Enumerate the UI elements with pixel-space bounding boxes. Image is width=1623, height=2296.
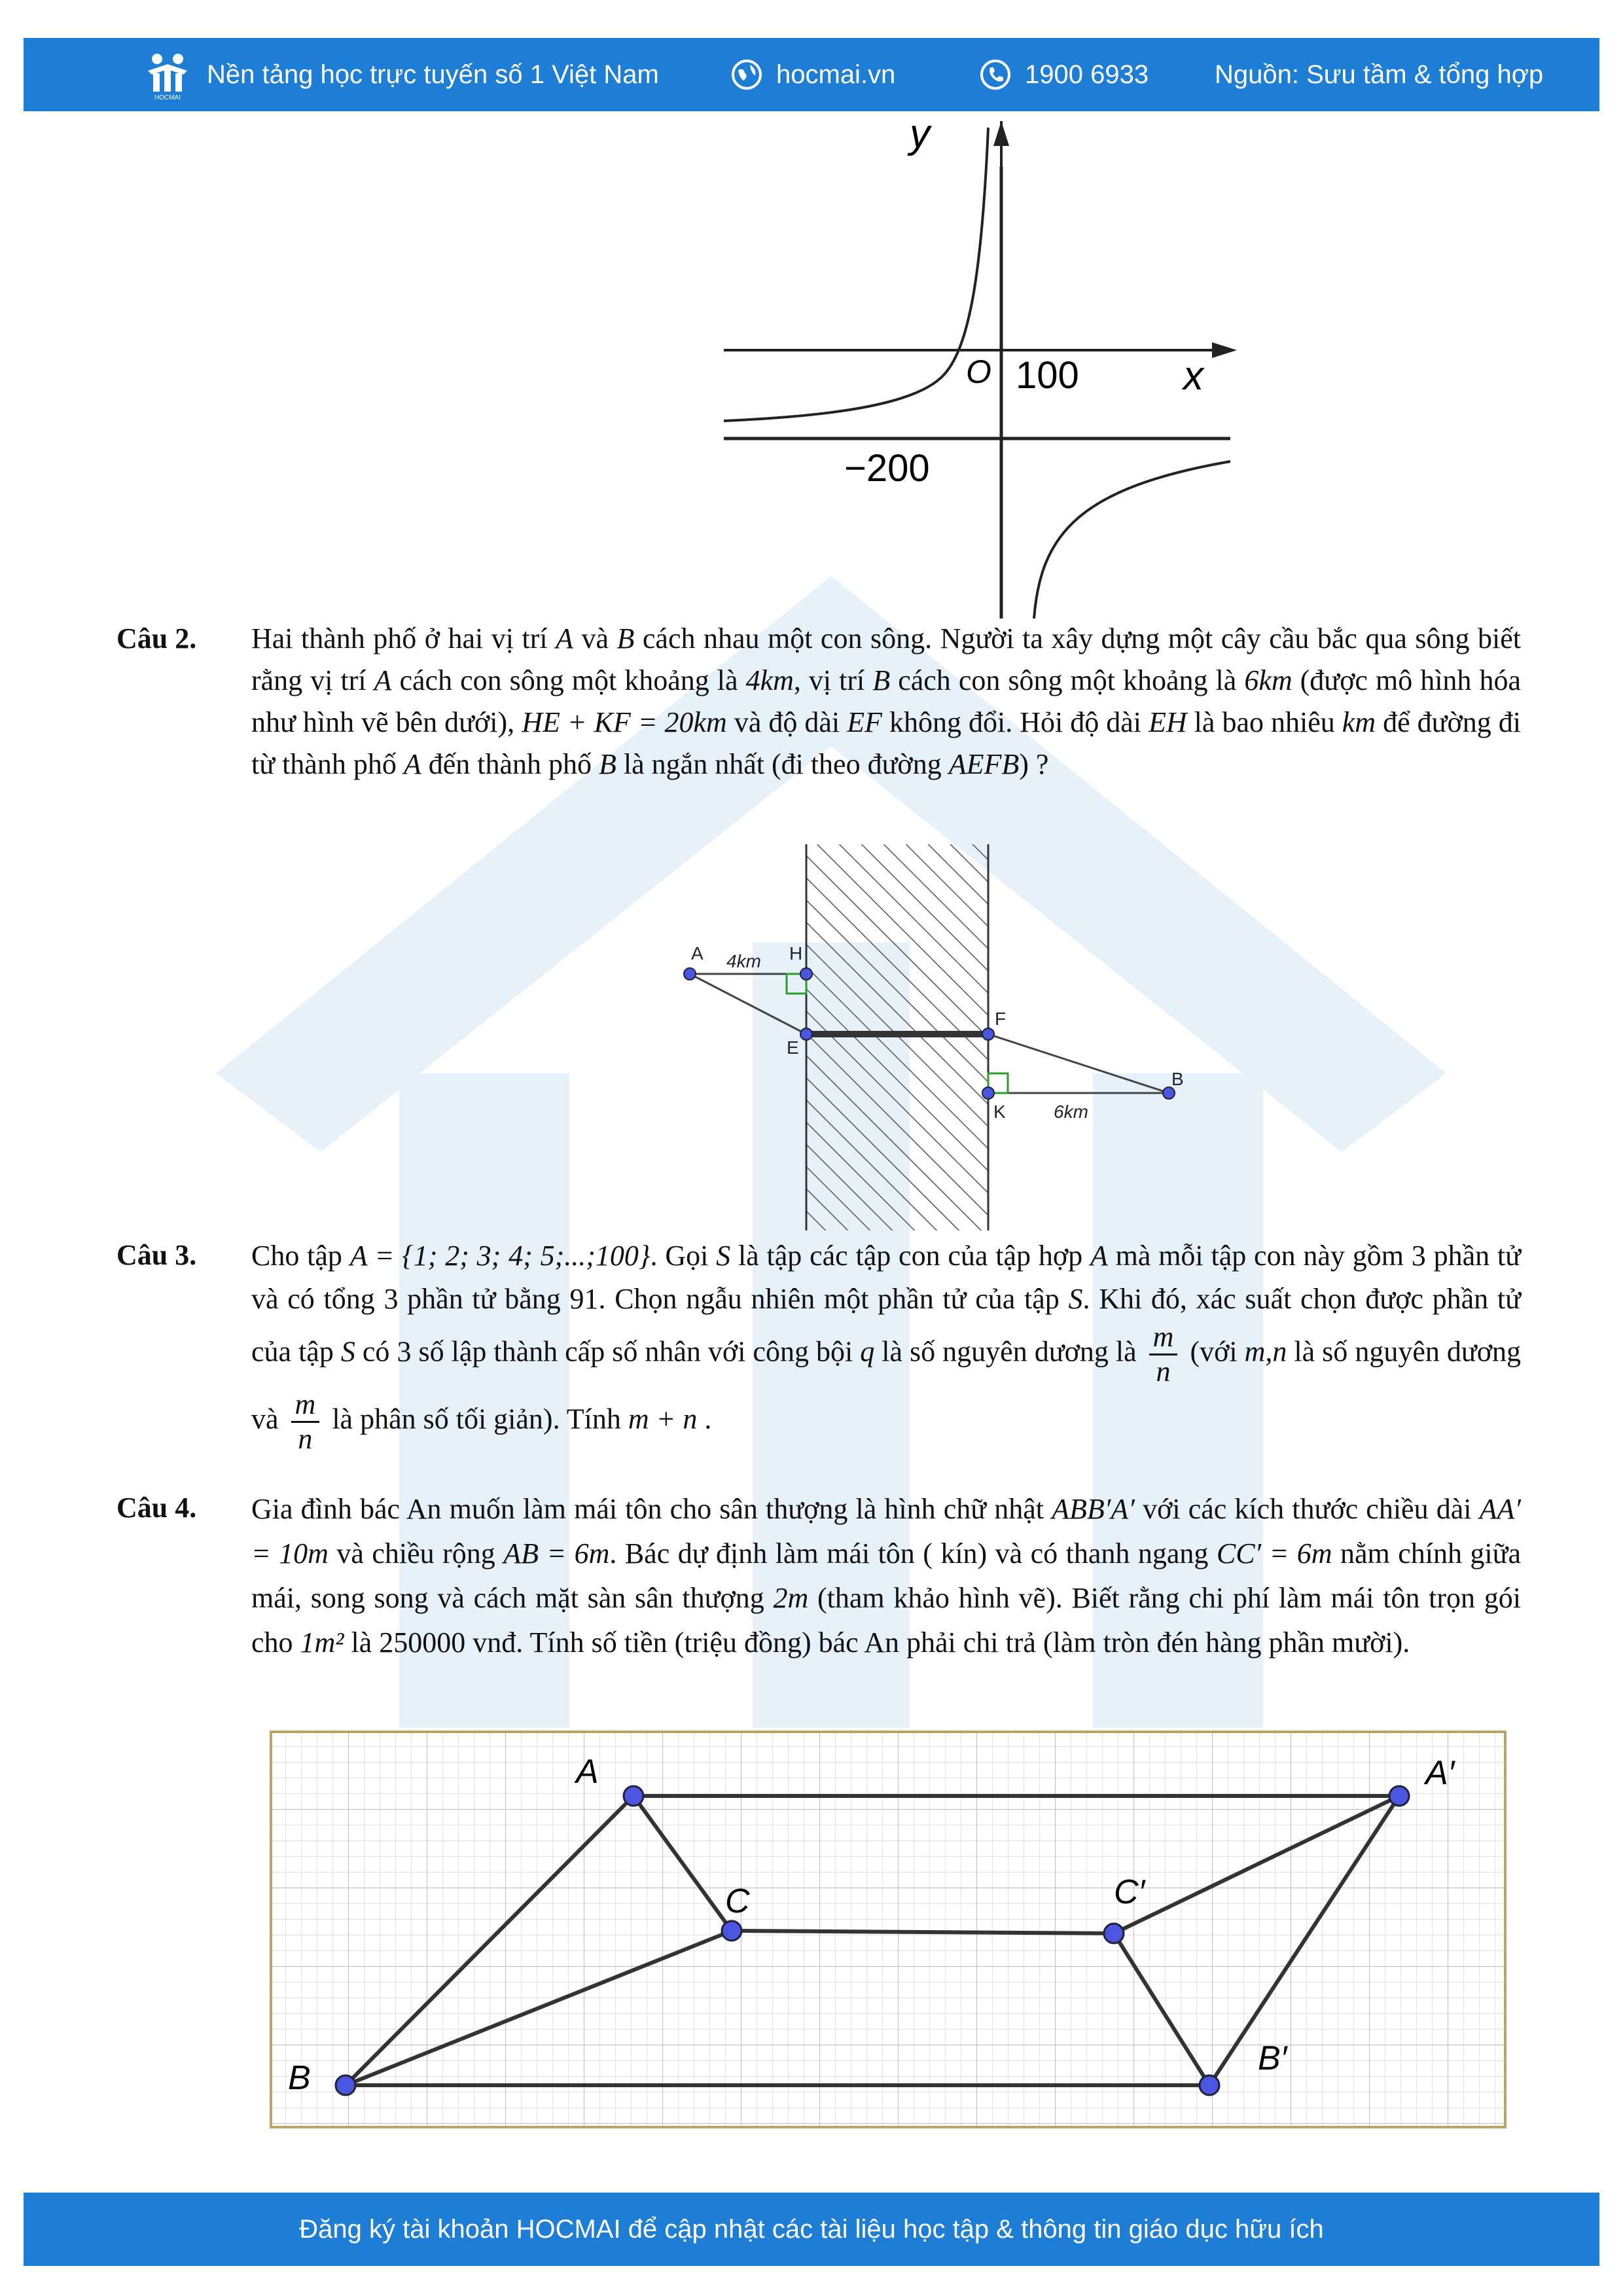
q4-text-6: (tham khảo hình vẽ). Biết rằng chi phí làm mái tôn trọn gói cho bbox=[251, 1582, 1522, 1659]
label-f: F bbox=[995, 1009, 1007, 1029]
x-axis-arrow bbox=[1212, 342, 1237, 358]
edge-c-c2 bbox=[732, 1931, 1114, 1933]
header-phone-group[interactable] bbox=[979, 38, 1149, 111]
q2-text-2: và bbox=[573, 622, 617, 655]
question-3-text bbox=[251, 1234, 1521, 1456]
point-c-prime bbox=[1104, 1924, 1124, 1943]
label-b: B bbox=[288, 2059, 311, 2097]
hocmai-logo-icon bbox=[141, 48, 194, 101]
q2-distance-a: 4km bbox=[745, 664, 794, 696]
q2-text-11: để đường đi từ thành phố bbox=[251, 706, 1521, 780]
q2-text-7: (được mô hình hóa như hình vẽ bên dưới), bbox=[251, 664, 1521, 738]
q3-var-s: S bbox=[716, 1240, 731, 1272]
q3-fraction-2-den: n bbox=[298, 1423, 313, 1455]
q2-text-1: Hai thành phố ở hai vị trí bbox=[251, 622, 556, 655]
roof-figure bbox=[270, 1731, 1507, 2128]
q4-unit: 1m² bbox=[300, 1626, 344, 1659]
q2-text-10: là bao nhiêu bbox=[1186, 706, 1342, 738]
question-3 bbox=[116, 1234, 1524, 1455]
point-b-prime bbox=[1200, 2075, 1219, 2095]
q4-height: 2m bbox=[773, 1582, 809, 1614]
question-4 bbox=[116, 1487, 1524, 1723]
q4-text-5: nằm chính giữa mái, song song và cách mặt sàn sân thượng bbox=[251, 1537, 1522, 1614]
q3-text-7: . Chọn ngẫu nhiên một phần tử của tập bbox=[598, 1283, 1069, 1315]
q4-length: AA′ = 10m bbox=[251, 1493, 1521, 1570]
point-h bbox=[800, 968, 812, 980]
point-a bbox=[684, 968, 696, 980]
q4-text-8: vnđ. Tính số tiền (triệu đồng) bác An phải chi trả (làm tròn đén hàng phần mười). bbox=[465, 1626, 1410, 1659]
q2-var-a-2: A bbox=[374, 664, 392, 696]
q2-text-14: ) ? bbox=[1019, 748, 1049, 780]
q3-text-15: . bbox=[697, 1403, 712, 1435]
x-axis-label: x bbox=[1183, 353, 1204, 399]
question-4-text bbox=[251, 1487, 1521, 1665]
question-2-label: Câu 2. bbox=[116, 622, 197, 655]
q3-text-1: Cho tập bbox=[251, 1240, 350, 1272]
point-k bbox=[982, 1087, 994, 1099]
q2-var-a-3: A bbox=[403, 748, 421, 780]
header-bar bbox=[24, 38, 1599, 111]
q3-num-3c: 3 bbox=[397, 1335, 412, 1368]
q3-text-4: mà mỗi tập con này gồm bbox=[1107, 1240, 1412, 1272]
q2-text-4: cách con sông một khoảng là bbox=[391, 664, 746, 696]
river-figure bbox=[661, 844, 1224, 1230]
header-website[interactable]: hocmai.vn bbox=[776, 60, 896, 89]
question-2 bbox=[116, 618, 1524, 827]
label-h: H bbox=[789, 943, 803, 963]
q4-text-1: Gia đình bác An muốn làm mái tôn cho sân thượng là hình chữ nhật bbox=[251, 1493, 1052, 1525]
q4-width: AB = 6m bbox=[503, 1537, 610, 1570]
header-source bbox=[1215, 38, 1543, 111]
q3-fraction-1-den: n bbox=[1156, 1355, 1171, 1388]
q3-sum: m + n bbox=[628, 1403, 698, 1435]
q3-text-14: là phân số tối giản). Tính bbox=[325, 1403, 628, 1435]
q3-text-10: số lập thành cấp số nhân với công bội bbox=[411, 1335, 861, 1368]
q2-text-8: và độ dài bbox=[726, 706, 847, 738]
q3-num-3a: 3 bbox=[1411, 1240, 1426, 1272]
q4-rect: ABB′A′ bbox=[1052, 1493, 1135, 1525]
q3-fraction-1-num: m bbox=[1149, 1321, 1178, 1355]
header-source-text: Nguồn: Sưu tầm & tổng hợp bbox=[1215, 60, 1544, 89]
question-3-label: Câu 3. bbox=[116, 1239, 197, 1271]
logo-text: HOCMAI bbox=[154, 94, 181, 101]
point-b bbox=[336, 2075, 355, 2095]
point-f bbox=[982, 1028, 994, 1040]
q2-text-3: cách nhau một con sông. Người ta xây dựng một cây cầu bắc qua sông biết rằng vị trí bbox=[251, 622, 1521, 696]
distance-label-a: 4km bbox=[726, 951, 761, 971]
q4-text-3: và chiều rộng bbox=[328, 1537, 504, 1570]
q2-unit-km: km bbox=[1342, 706, 1376, 738]
y-axis-arrow bbox=[993, 121, 1009, 146]
q2-text-13: là ngắn nhất (đi theo đường bbox=[616, 748, 949, 780]
footer-bar bbox=[24, 2193, 1599, 2266]
header-slogan: Nền tảng học trực tuyến số 1 Việt Nam bbox=[207, 60, 659, 89]
q3-set: A = {1; 2; 3; 4; 5;...;100} bbox=[349, 1240, 651, 1272]
grid-background bbox=[271, 1732, 1505, 2127]
q4-price: 250000 bbox=[379, 1626, 466, 1659]
question-4-label: Câu 4. bbox=[116, 1492, 197, 1524]
label-c: C bbox=[725, 1882, 750, 1920]
q3-fraction-2 bbox=[291, 1388, 320, 1456]
point-a-prime bbox=[1389, 1786, 1409, 1806]
q3-text-2: . Gọi bbox=[650, 1240, 717, 1272]
q3-num-91: 91 bbox=[569, 1283, 599, 1315]
q3-text-11: là số nguyên dương là bbox=[874, 1335, 1144, 1368]
q3-text-8: . Khi đó, xác suất chọn được phần tử của tập bbox=[251, 1283, 1521, 1368]
q2-text-9: không đổi. Hỏi độ dài bbox=[882, 706, 1149, 738]
q4-bar: CC′ = 6m bbox=[1216, 1537, 1332, 1570]
segment-ae bbox=[690, 974, 806, 1034]
q3-text-9: có bbox=[355, 1335, 397, 1368]
point-c bbox=[722, 1921, 741, 1941]
label-b: B bbox=[1171, 1069, 1184, 1089]
label-b-prime: B′ bbox=[1258, 2039, 1287, 2077]
phone-icon bbox=[979, 58, 1012, 91]
q3-var-s-3: S bbox=[340, 1335, 355, 1368]
q2-distance-b: 6km bbox=[1244, 664, 1293, 696]
header-website-group[interactable] bbox=[730, 38, 895, 111]
q2-equation: HE + KF = 20km bbox=[522, 706, 727, 738]
q3-text-12: (với bbox=[1183, 1335, 1245, 1368]
q2-var-b-2: B bbox=[872, 664, 891, 696]
label-k: K bbox=[993, 1102, 1006, 1122]
q3-text-5: phần tử và có tổng bbox=[251, 1240, 1521, 1315]
label-c-prime: C′ bbox=[1114, 1873, 1145, 1911]
distance-label-b: 6km bbox=[1054, 1102, 1088, 1122]
q3-text-6: phần tử bằng bbox=[398, 1283, 570, 1315]
header-slogan-group bbox=[141, 38, 659, 111]
q2-text-5: , vị trí bbox=[793, 664, 873, 696]
q4-text-7: là bbox=[344, 1626, 380, 1659]
q2-text-6: cách con sông một khoảng là bbox=[890, 664, 1245, 696]
q2-var-b-3: B bbox=[599, 748, 616, 780]
header-phone[interactable]: 1900 6933 bbox=[1025, 60, 1149, 89]
q3-var-q: q bbox=[860, 1335, 875, 1368]
y-tick-label: −200 bbox=[844, 447, 930, 490]
label-e: E bbox=[787, 1037, 799, 1058]
q4-text-4: . Bác dự định làm mái tôn ( kín) và có thanh ngang bbox=[609, 1537, 1217, 1570]
q3-var-mn: m,n bbox=[1244, 1335, 1287, 1368]
q2-var-ef: EF bbox=[847, 706, 882, 738]
hyperbola-graph bbox=[713, 115, 1243, 619]
q2-var-a: A bbox=[556, 622, 573, 655]
q3-text-13: là số nguyên dương và bbox=[251, 1335, 1521, 1435]
label-a: A bbox=[691, 943, 704, 963]
question-2-text bbox=[251, 618, 1521, 785]
right-branch-curve bbox=[1034, 461, 1230, 619]
q3-fraction-2-num: m bbox=[291, 1388, 320, 1423]
q2-path: AEFB bbox=[948, 748, 1020, 780]
label-a: A bbox=[576, 1753, 599, 1791]
q2-text-12: đến thành phố bbox=[421, 748, 599, 780]
q3-text-3: là tập các tập con của tập hợp bbox=[730, 1240, 1090, 1272]
q4-text-2: với các kích thước chiều dài bbox=[1134, 1493, 1480, 1525]
point-a bbox=[624, 1786, 643, 1806]
q3-var-s-2: S bbox=[1068, 1283, 1083, 1315]
q3-var-a: A bbox=[1090, 1240, 1108, 1272]
y-axis-label: y bbox=[910, 115, 930, 156]
q2-var-eh: EH bbox=[1149, 706, 1187, 738]
footer-text[interactable]: Đăng ký tài khoản HOCMAI để cập nhật các tài liệu học tập & thông tin giáo dục hữu ích bbox=[299, 2214, 1324, 2244]
q3-num-3b: 3 bbox=[383, 1283, 399, 1315]
point-e bbox=[800, 1028, 812, 1040]
globe-icon bbox=[730, 58, 763, 91]
segment-fb bbox=[988, 1034, 1169, 1093]
q2-var-b: B bbox=[616, 622, 635, 655]
origin-label: O bbox=[966, 353, 991, 390]
label-a-prime: A′ bbox=[1425, 1754, 1455, 1792]
x-tick-label: 100 bbox=[1016, 354, 1079, 397]
left-branch-curve bbox=[724, 128, 988, 421]
q3-fraction-1 bbox=[1149, 1321, 1178, 1388]
